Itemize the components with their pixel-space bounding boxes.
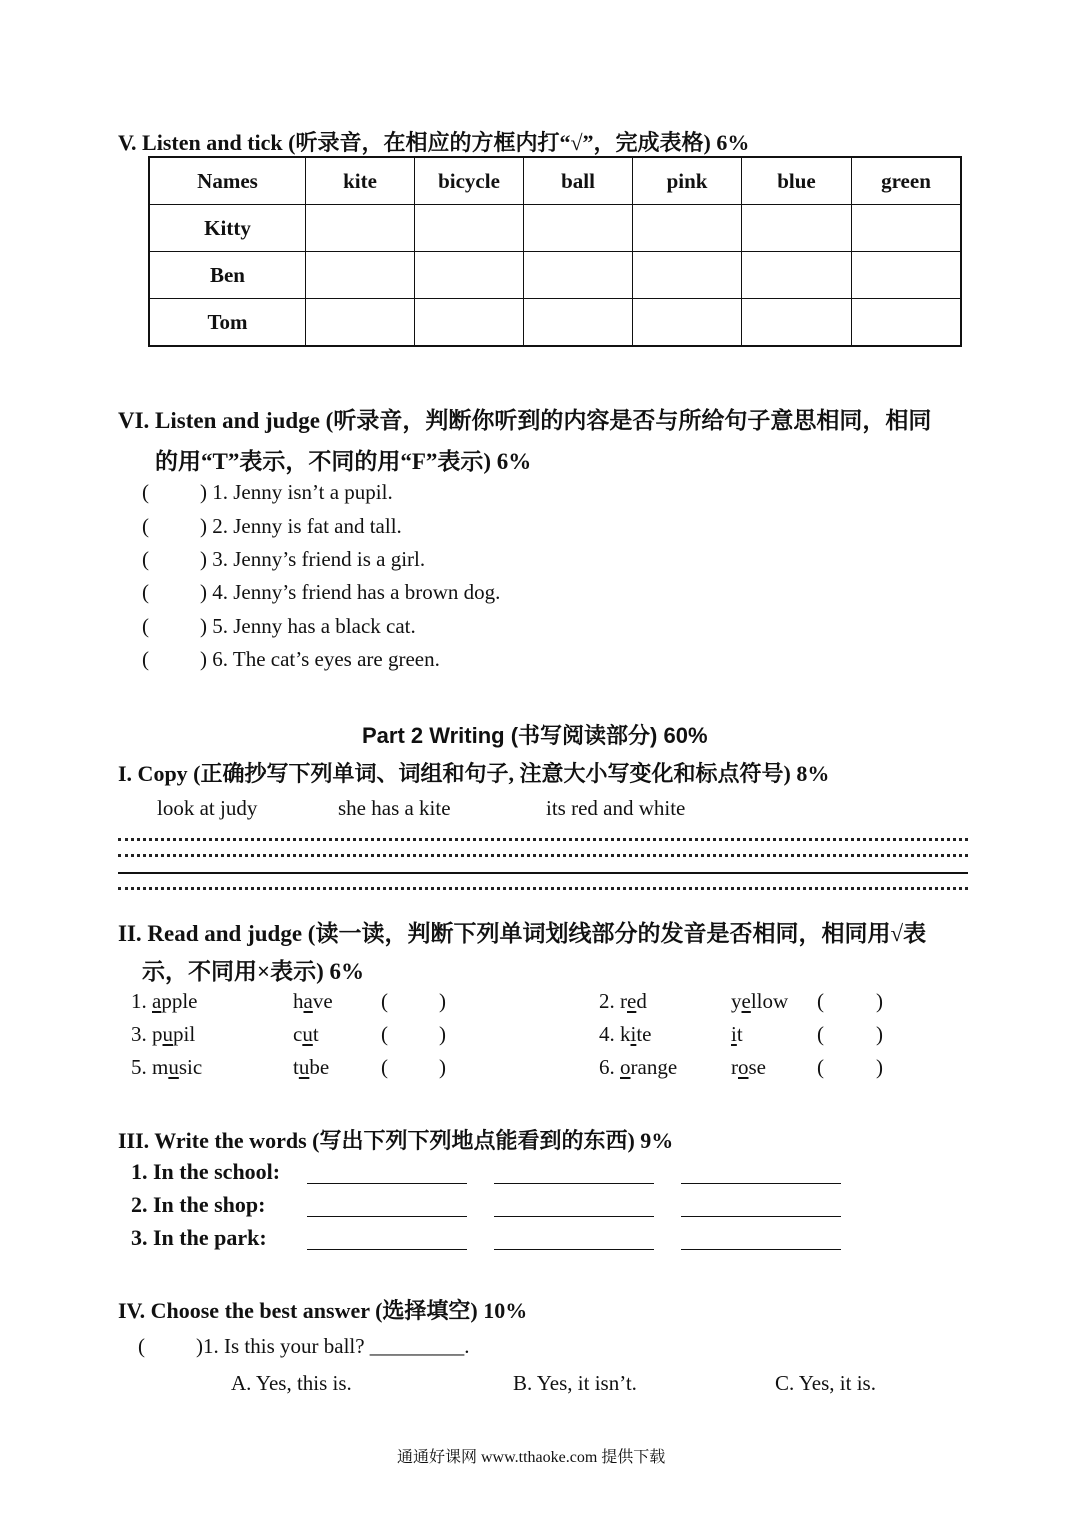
pair-2-word-1 [599, 989, 647, 1014]
section-5-title: V. Listen and tick (听录音，在相应的方框内打“√”，完成表格) 6% [118, 130, 750, 155]
answer-bracket-open[interactable]: ( [817, 1055, 824, 1079]
answer-bracket-close: ) [876, 1055, 883, 1079]
pair-number: 5. [131, 1055, 152, 1079]
judge-item-5[interactable] [200, 614, 416, 639]
writing-line-dotted[interactable] [118, 854, 968, 857]
underlined-letter: a [152, 989, 162, 1013]
answer-bracket-open[interactable]: ( [381, 1055, 388, 1079]
word-part: pple [161, 989, 198, 1013]
underlined-letter: o [738, 1055, 749, 1079]
underlined-letter: u [302, 1022, 313, 1046]
table-header: blue [742, 157, 852, 205]
word-part: k [620, 1022, 631, 1046]
word-part: c [293, 1022, 303, 1046]
underlined-letter: u [298, 1055, 310, 1079]
answer-blank[interactable] [494, 1249, 654, 1250]
tick-cell[interactable] [415, 252, 524, 299]
tick-cell[interactable] [306, 299, 415, 347]
section-6-title-line1: VI. Listen and judge (听录音，判断你听到的内容是否与所给句子意思相同，相同 [118, 408, 932, 433]
answer-bracket-open[interactable]: ( [817, 1022, 824, 1046]
pair-1-word-2 [293, 989, 333, 1014]
answer-bracket-open[interactable]: ( [817, 989, 824, 1013]
copy-title: I. Copy (正确抄写下列单词、词组和句子, 注意大小写变化和标点符号) 8% [118, 761, 830, 786]
judge-item-6[interactable] [200, 647, 440, 672]
judge-bracket-open: ( [142, 647, 149, 671]
tick-cell[interactable] [742, 299, 852, 347]
pair-4-word-2 [731, 1022, 743, 1047]
tick-cell[interactable] [524, 205, 633, 252]
table-header: Names [149, 157, 306, 205]
table-header: pink [633, 157, 742, 205]
row-name-tom: Tom [149, 299, 306, 347]
answer-blank[interactable] [681, 1183, 841, 1184]
word-part: sic [178, 1055, 203, 1079]
word-part: range [630, 1055, 678, 1079]
judge-bracket-close: ) [200, 614, 207, 638]
copy-phrase-3: its red and white [546, 796, 686, 820]
tick-cell[interactable] [306, 252, 415, 299]
pair-1-word-1 [131, 989, 197, 1014]
copy-phrase-1: look at judy [157, 796, 258, 820]
option-a[interactable]: A. Yes, this is. [231, 1371, 352, 1395]
pair-3-word-2 [293, 1022, 319, 1047]
pair-number: 6. [599, 1055, 620, 1079]
tick-cell[interactable] [415, 205, 524, 252]
judge-bracket-close: ) [200, 580, 207, 604]
table-header: bicycle [415, 157, 524, 205]
judge-item-text: 4. Jenny’s friend has a brown dog. [212, 580, 501, 604]
tick-cell[interactable] [415, 299, 524, 347]
word-part: r [620, 989, 627, 1013]
word-part: ve [312, 989, 333, 1013]
answer-bracket-close: ) [439, 1055, 446, 1079]
word-part: t [312, 1022, 319, 1046]
tick-table [148, 156, 962, 347]
judge-bracket-open: ( [142, 480, 149, 504]
tick-cell[interactable] [306, 205, 415, 252]
tick-cell[interactable] [633, 205, 742, 252]
pair-number: 4. [599, 1022, 620, 1046]
pair-5-word-2 [293, 1055, 329, 1080]
pair-5-word-1 [131, 1055, 202, 1080]
place-shop: 2. In the shop: [131, 1192, 266, 1217]
choose-question-1: )1. Is this your ball? _________. [196, 1334, 470, 1358]
tick-cell[interactable] [524, 299, 633, 347]
answer-bracket-close: ) [439, 989, 446, 1013]
judge-bracket-close: ) [200, 547, 207, 571]
word-part: r [731, 1055, 738, 1079]
underlined-letter: e [741, 989, 751, 1013]
judge-bracket-close: ) [200, 480, 207, 504]
choose-title: IV. Choose the best answer (选择填空) 10% [118, 1298, 528, 1323]
answer-blank[interactable] [307, 1249, 467, 1250]
word-part: be [309, 1055, 330, 1079]
answer-bracket-close: ) [876, 989, 883, 1013]
row-name-kitty: Kitty [149, 205, 306, 252]
section-6-title-line2: 的用“T”表示，不同的用“F”表示) 6% [155, 449, 532, 474]
underlined-letter: u [168, 1055, 179, 1079]
answer-blank[interactable] [494, 1216, 654, 1217]
word-part: pil [173, 1022, 196, 1046]
judge-bracket-open: ( [142, 580, 149, 604]
answer-blank[interactable] [681, 1249, 841, 1250]
word-part: p [152, 1022, 163, 1046]
part-2-title: Part 2 Writing (书写阅读部分) 60% [362, 723, 708, 748]
row-name-ben: Ben [149, 252, 306, 299]
table-row [149, 205, 961, 252]
underlined-letter: i [630, 1022, 637, 1046]
judge-item-4[interactable] [200, 580, 500, 605]
word-part: te [636, 1022, 652, 1046]
underlined-letter: a [303, 989, 313, 1013]
judge-bracket-close: ) [200, 514, 207, 538]
writing-line-solid[interactable] [118, 872, 968, 874]
judge-item-2[interactable] [200, 514, 402, 539]
word-part: t [736, 1022, 743, 1046]
underlined-letter: u [162, 1022, 173, 1046]
underlined-letter: e [627, 989, 637, 1013]
tick-cell[interactable] [633, 252, 742, 299]
answer-blank[interactable] [307, 1216, 467, 1217]
writing-line-dotted[interactable] [118, 887, 968, 890]
page-footer: 通通好课网 www.tthaoke.com 提供下载 [397, 1449, 666, 1466]
pair-6-word-2 [731, 1055, 766, 1080]
word-part: t [293, 1055, 299, 1079]
word-part: d [636, 989, 647, 1013]
underlined-letter: i [731, 1022, 737, 1046]
write-words-title: III. Write the words (写出下列下列地点能看到的东西) 9% [118, 1128, 674, 1153]
judge-item-text: 2. Jenny is fat and tall. [212, 514, 402, 538]
option-c[interactable]: C. Yes, it is. [775, 1371, 876, 1395]
answer-blank[interactable] [307, 1183, 467, 1184]
writing-line-dotted[interactable] [118, 838, 968, 841]
tick-cell[interactable] [852, 252, 962, 299]
judge-item-text: 1. Jenny isn’t a pupil. [212, 480, 393, 504]
pair-3-word-1 [131, 1022, 195, 1047]
place-school: 1. In the school: [131, 1159, 281, 1184]
judge-item-1[interactable] [200, 480, 393, 505]
answer-bracket-open[interactable]: ( [381, 989, 388, 1013]
pair-number: 3. [131, 1022, 152, 1046]
read-judge-title-line2: 示，不同用×表示) 6% [142, 959, 365, 984]
table-row [149, 299, 961, 347]
word-part: se [748, 1055, 766, 1079]
judge-item-text: 5. Jenny has a black cat. [212, 614, 416, 638]
judge-bracket-open: ( [142, 547, 149, 571]
table-header-row [149, 157, 961, 205]
underlined-letter: o [620, 1055, 631, 1079]
choose-bracket-open[interactable]: ( [138, 1334, 145, 1358]
tick-cell[interactable] [852, 205, 962, 252]
pair-number: 2. [599, 989, 620, 1013]
tick-cell[interactable] [633, 299, 742, 347]
answer-blank[interactable] [494, 1183, 654, 1184]
judge-bracket-open: ( [142, 614, 149, 638]
judge-bracket-close: ) [200, 647, 207, 671]
tick-cell[interactable] [524, 252, 633, 299]
word-part: llow [750, 989, 789, 1013]
copy-phrase-2: she has a kite [338, 796, 451, 820]
option-b[interactable]: B. Yes, it isn’t. [513, 1371, 637, 1395]
read-judge-title-line1: II. Read and judge (读一读，判断下列单词划线部分的发音是否相同，相同用√表 [118, 921, 927, 946]
pair-6-word-1 [599, 1055, 677, 1080]
pair-number: 1. [131, 989, 152, 1013]
pair-4-word-1 [599, 1022, 652, 1047]
answer-blank[interactable] [681, 1216, 841, 1217]
pair-2-word-2 [731, 989, 788, 1014]
table-row [149, 252, 961, 299]
answer-bracket-close: ) [439, 1022, 446, 1046]
table-header: kite [306, 157, 415, 205]
answer-bracket-close: ) [876, 1022, 883, 1046]
judge-bracket-open: ( [142, 514, 149, 538]
table-header: green [852, 157, 962, 205]
table-header: ball [524, 157, 633, 205]
judge-item-text: 3. Jenny’s friend is a girl. [212, 547, 426, 571]
judge-item-3[interactable] [200, 547, 425, 572]
tick-cell[interactable] [742, 252, 852, 299]
answer-bracket-open[interactable]: ( [381, 1022, 388, 1046]
place-park: 3. In the park: [131, 1225, 267, 1250]
word-part: m [152, 1055, 169, 1079]
word-part: h [293, 989, 304, 1013]
tick-cell[interactable] [852, 299, 962, 347]
judge-item-text: 6. The cat’s eyes are green. [212, 647, 440, 671]
tick-cell[interactable] [742, 205, 852, 252]
word-part: y [731, 989, 742, 1013]
